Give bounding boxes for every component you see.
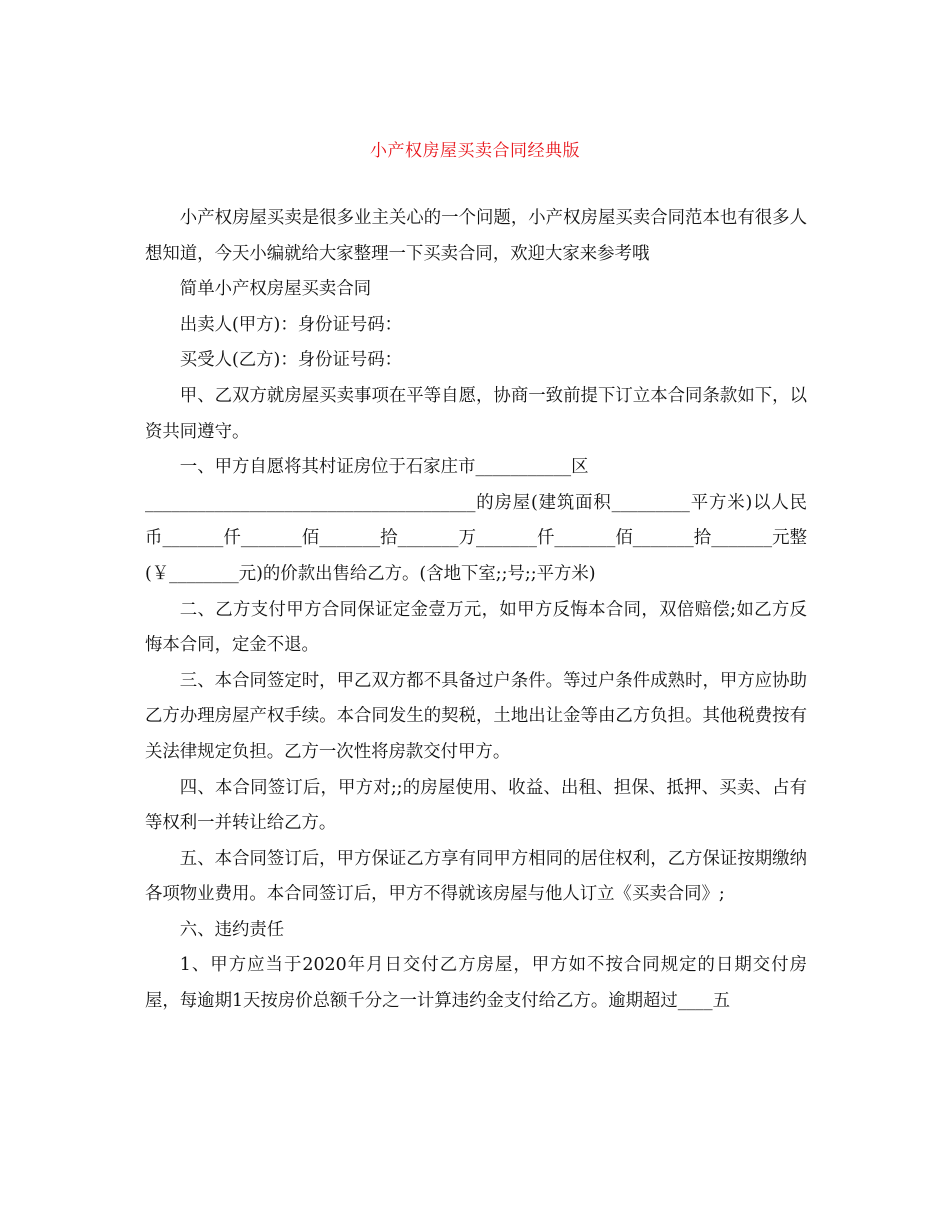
paragraph-clause-3: 三、本合同签定时，甲乙双方都不具备过户条件。等过户条件成熟时，甲方应协助乙方办理房屋产权手续。本合同发生的契税，土地出让金等由乙方负担。其他税费按有关法律规定负担。乙方一次性将房款交付甲方。 [145,670,807,762]
paragraph-clause-2: 二、乙方支付甲方合同保证定金壹万元，如甲方反悔本合同，双倍赔偿;如乙方反悔本合同，定金不退。 [145,599,807,656]
paragraph-seller: 出卖人(甲方)：身份证号码： [179,314,403,335]
paragraph-clause-1-continued: ______________________________________的房屋(建筑面积_________平方米)以人民币_______仟_______佰_______拾_______万_______仟_______佰_______拾_______元整(￥________元)的价款出售给乙方。(含地下室;;号;;平方米) [145,492,807,584]
paragraph-heading: 简单小产权房屋买卖合同 [179,279,372,300]
document-title: 小产权房屋买卖合同经典版 [370,141,580,161]
paragraph-preamble: 甲、乙双方就房屋买卖事项在平等自愿，协商一致前提下订立本合同条款如下，以资共同遵守。 [145,385,807,442]
paragraph-clause-6-1: 1、甲方应当于2020年月日交付乙方房屋，甲方如不按合同规定的日期交付房屋，每逾期1天按房价总额千分之一计算违约金支付给乙方。逾期超过____五 [145,955,807,1012]
paragraph-clause-4: 四、本合同签订后，甲方对;;的房屋使用、收益、出租、担保、抵押、买卖、占有等权利一并转让给乙方。 [145,777,807,834]
paragraph-clause-1: 一、甲方自愿将其村证房位于石家庄市___________区 [179,457,589,478]
paragraph-buyer: 买受人(乙方)：身份证号码： [179,350,403,371]
paragraph-clause-5: 五、本合同签订后，甲方保证乙方享有同甲方相同的居住权利，乙方保证按期缴纳各项物业费用。本合同签订后，甲方不得就该房屋与他人订立《买卖合同》; [145,848,807,905]
paragraph-intro: 小产权房屋买卖是很多业主关心的一个问题，小产权房屋买卖合同范本也有很多人想知道，今天小编就给大家整理一下买卖合同，欢迎大家来参考哦 [145,208,807,264]
paragraph-clause-6: 六、违约责任 [179,919,285,940]
document-body [145,201,807,1020]
